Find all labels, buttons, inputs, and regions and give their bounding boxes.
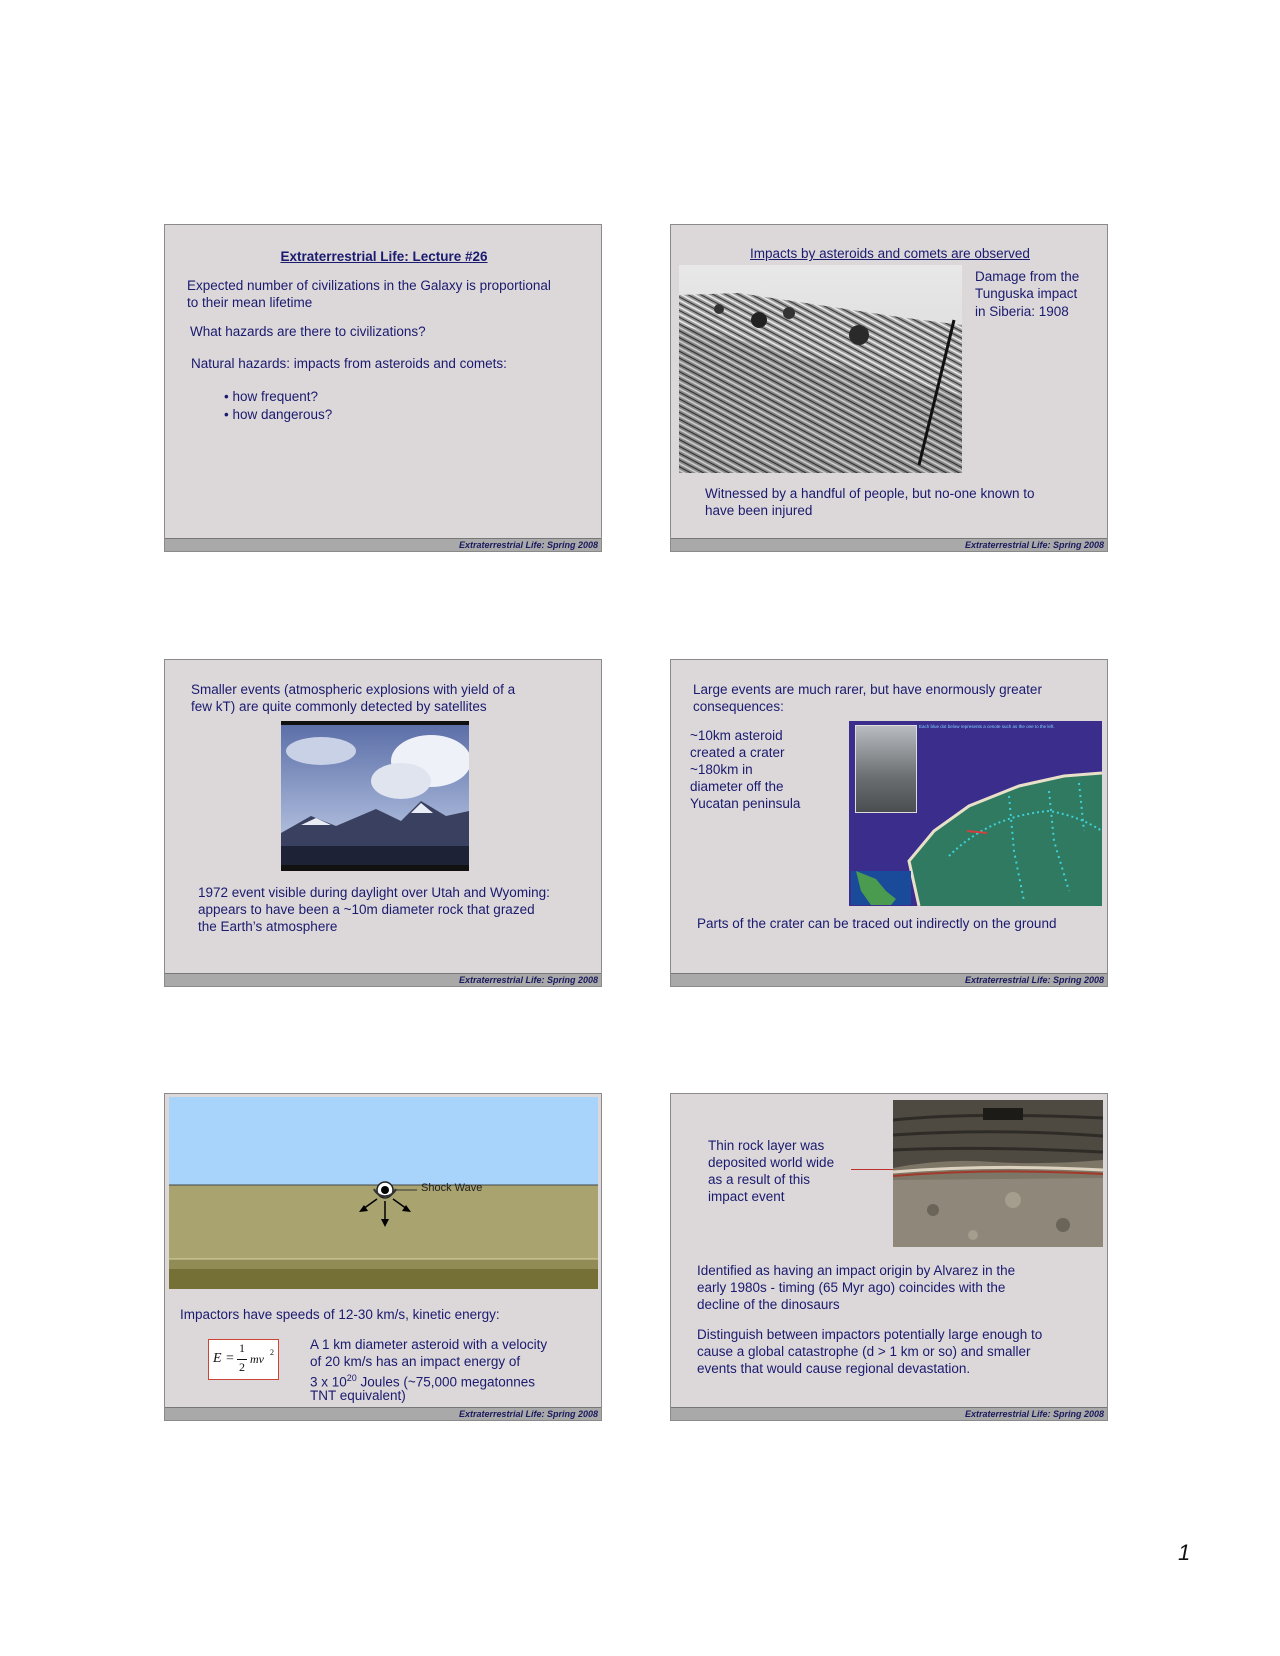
slide-text: events that would cause regional devastation.	[697, 1361, 971, 1376]
slide-footer: Extraterrestrial Life: Spring 2008	[165, 538, 601, 551]
slide-text: deposited world wide	[708, 1155, 835, 1170]
formula-denominator: 2	[239, 1360, 245, 1374]
photo-caption: in Siberia: 1908	[975, 304, 1069, 319]
inset-map	[851, 871, 911, 905]
slide-text: Witnessed by a handful of people, but no-one known to	[705, 486, 1035, 501]
slide-text: TNT equivalent)	[310, 1388, 406, 1403]
slide-1	[164, 224, 602, 552]
fireball-photo	[281, 721, 469, 871]
slide-text: diameter off the	[690, 779, 784, 794]
slide-text: ~180km in	[690, 762, 753, 777]
slide-text: consequences:	[693, 699, 784, 714]
formula-exponent: 2	[270, 1348, 274, 1357]
slide-title: Impacts by asteroids and comets are observed	[750, 246, 1030, 261]
energy-base: 3 x 10	[310, 1374, 347, 1390]
slide-text: Smaller events (atmospheric explosions with yield of a	[191, 682, 516, 697]
slide-text: as a result of this	[708, 1172, 811, 1187]
slide-footer: Extraterrestrial Life: Spring 2008	[165, 1407, 601, 1420]
slide-3	[164, 659, 602, 987]
slide-text: appears to have been a ~10m diameter rock that grazed	[198, 902, 535, 917]
slide-text: decline of the dinosaurs	[697, 1297, 840, 1312]
formula-equals: =	[226, 1351, 234, 1366]
slide-text: Expected number of civilizations in the Galaxy is proportional	[187, 278, 551, 293]
slide-2	[670, 224, 1108, 552]
slide-4	[670, 659, 1108, 987]
slide-text: cause a global catastrophe (d > 1 km or so) and smaller	[697, 1344, 1031, 1359]
page-number: 1	[1178, 1540, 1191, 1565]
slide-text: created a crater	[690, 745, 785, 760]
energy-exponent: 20	[346, 1373, 357, 1383]
slide-text: ~10km asteroid	[690, 728, 783, 743]
slide-title: Extraterrestrial Life: Lecture #26	[280, 249, 488, 264]
bullet-item: • how dangerous?	[224, 407, 333, 422]
cenote-photo	[855, 725, 917, 813]
slide-text: few kT) are quite commonly detected by satellites	[191, 699, 487, 714]
slide-footer: Extraterrestrial Life: Spring 2008	[165, 973, 601, 986]
photo-caption: Tunguska impact	[975, 286, 1078, 301]
slide-footer: Extraterrestrial Life: Spring 2008	[671, 973, 1107, 986]
slide-6	[670, 1093, 1108, 1421]
slide-text: of 20 km/s has an impact energy of	[310, 1354, 521, 1369]
slide-text: early 1980s - timing (65 Myr ago) coincides with the	[697, 1280, 1006, 1295]
slide-text: Thin rock layer was	[708, 1138, 825, 1153]
slide-text: Identified as having an impact origin by Alvarez in the	[697, 1263, 1016, 1278]
map-note: Each blue dot below represents a cenote such as the one to the left.	[919, 724, 1055, 729]
slide-footer: Extraterrestrial Life: Spring 2008	[671, 538, 1107, 551]
slide-text: Impactors have speeds of 12-30 km/s, kinetic energy:	[180, 1307, 500, 1322]
kinetic-energy-formula	[208, 1339, 279, 1380]
slide-text: Parts of the crater can be traced out indirectly on the ground	[697, 916, 1057, 931]
slide-text: Distinguish between impactors potentially large enough to	[697, 1327, 1043, 1342]
slide-5	[164, 1093, 602, 1421]
slide-text: the Earth’s atmosphere	[198, 919, 338, 934]
yucatan-map	[849, 721, 1102, 906]
slide-text: A 1 km diameter asteroid with a velocity	[310, 1337, 548, 1352]
formula-rhs: mv	[250, 1352, 264, 1366]
slide-text: Natural hazards: impacts from asteroids and comets:	[191, 356, 507, 371]
slide-footer: Extraterrestrial Life: Spring 2008	[671, 1407, 1107, 1420]
bullet-item: • how frequent?	[224, 389, 319, 404]
slide-text: have been injured	[705, 503, 813, 518]
slide-text: to their mean lifetime	[187, 295, 313, 310]
slide-text: Yucatan peninsula	[690, 796, 801, 811]
slide-text: What hazards are there to civilizations?	[190, 324, 426, 339]
slide-text: Large events are much rarer, but have enormously greater	[693, 682, 1042, 697]
rock-layer-photo	[893, 1100, 1103, 1247]
formula-numerator: 1	[239, 1341, 245, 1355]
energy-text: Joules (~75,000 megatonnes	[356, 1374, 536, 1390]
shock-wave-label: Shock Wave	[421, 1182, 483, 1194]
tunguska-photo	[679, 265, 962, 473]
photo-caption: Damage from the	[975, 269, 1080, 284]
impact-diagram	[169, 1097, 598, 1289]
slide-text: 1972 event visible during daylight over Utah and Wyoming:	[198, 885, 550, 900]
pointer-line	[851, 1169, 896, 1170]
slide-text: impact event	[708, 1189, 785, 1204]
formula-lhs: E	[213, 1351, 222, 1366]
